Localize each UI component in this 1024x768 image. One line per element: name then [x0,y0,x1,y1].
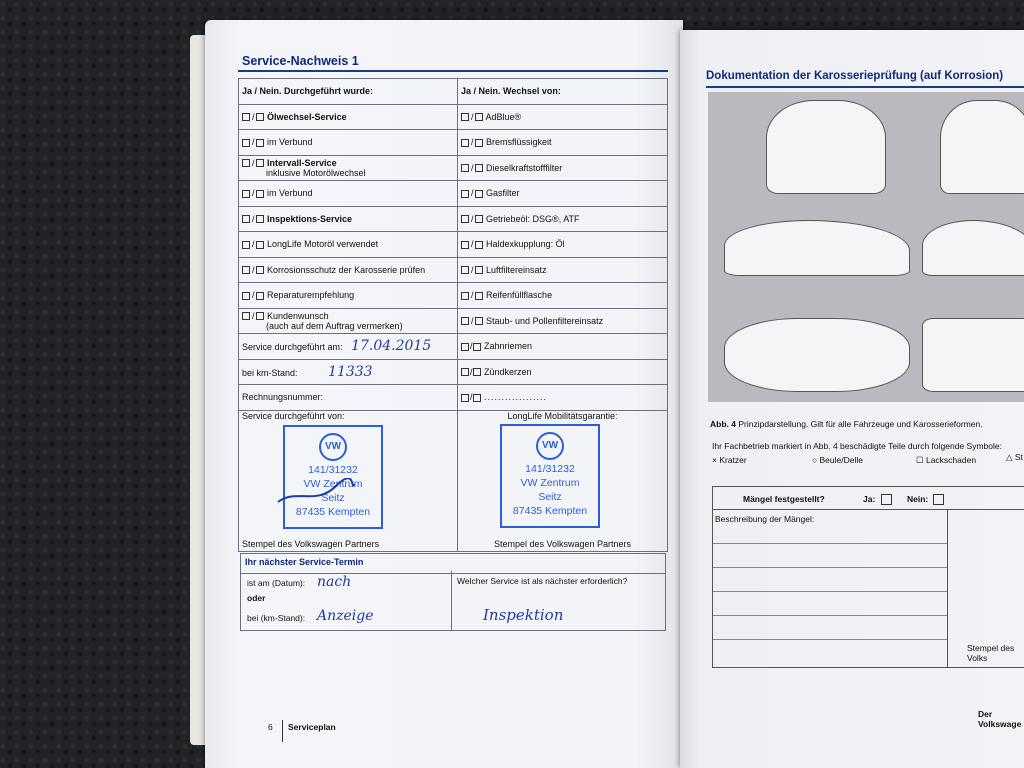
car-rear-view [766,100,886,194]
row-right-cell: / Bremsflüssigkeit [458,130,668,156]
yes-checkbox[interactable] [461,113,469,121]
no-checkbox[interactable] [475,139,483,147]
row-right-label: Gasfilter [486,188,520,199]
car-top-view [724,318,910,392]
row-right-cell: / Getriebeöl: DSG®, ATF [458,206,668,232]
defects-line [713,567,947,568]
stamp-left-line2: VW Zentrum [303,478,363,490]
next-date-label: ist am (Datum): [247,578,306,588]
right-stamp-caption: Stempel des Volks [967,643,1015,663]
figure-caption [710,419,983,429]
defects-ja-label: Ja: [863,494,876,504]
yes-checkbox[interactable] [242,292,250,300]
no-checkbox[interactable] [475,266,483,274]
no-checkbox[interactable] [475,215,483,223]
car-front-view [940,100,1024,194]
yes-checkbox[interactable] [242,312,250,320]
next-date-value: nach [317,574,352,590]
figure-label: Abb. 4 [710,419,736,429]
row-right-cell: / Dieselkraftstofffilter [458,155,668,181]
symbol-kratzer: × Kratzer [712,455,747,465]
next-service-box [240,553,666,631]
right-extra-2: / Zündkerzen [458,359,668,385]
next-service-value: Inspektion [483,606,564,624]
table-row [239,283,668,309]
row-left-cell: / im Verbund [239,181,458,207]
row-left-cell: / Ölwechsel-Service [239,104,458,130]
row-left-label: Kundenwunsch [267,310,329,321]
yes-checkbox[interactable] [461,164,469,172]
row-left-label: im Verbund [267,188,313,199]
row-right-cell: / Gasfilter [458,181,668,207]
vw-logo-icon: VW [536,432,564,460]
row-left-label: Intervall-Service [267,157,337,168]
no-checkbox[interactable] [256,241,264,249]
row-right-label: AdBlue® [485,111,522,122]
defects-line [713,543,947,544]
stamp-left-line1: 141/31232 [308,464,358,476]
stamp-caption-left: Stempel des Volkswagen Partners [242,538,380,549]
defects-question: Mängel festgestellt? [743,494,825,504]
symbol-steinschlag: △ St [1006,452,1023,462]
row-right-cell: / Haldexkupplung: Öl [458,232,668,258]
next-km-value: Anzeige [317,608,374,624]
stamp-left-line4: 87435 Kempten [295,506,371,518]
next-service-title: Ihr nächster Service-Termin [241,554,665,574]
no-checkbox[interactable] [475,113,483,121]
row-right-label: Getriebeöl: DSG®, ATF [486,213,580,224]
row-left-cell: / Kundenwunsch (auch auf dem Auftrag vermerken) [239,308,458,334]
defects-box [712,486,1024,668]
right-extra-2-label: Zündkerzen [484,366,532,377]
no-checkbox[interactable] [256,292,264,300]
table-row [239,130,668,156]
no-checkbox[interactable] [475,317,483,325]
car-side-view-left [724,220,910,276]
yes-checkbox[interactable] [242,241,250,249]
yes-checkbox[interactable] [242,113,250,121]
vw-logo-icon: VW [319,433,347,461]
km-cell [239,359,458,385]
right-title-underline [706,86,1024,88]
symbol-beule: ○ Beule/Delle [812,455,863,465]
row-left-cell: / Reparaturempfehlung [239,283,458,309]
table-row [239,104,668,130]
table-row [239,181,668,207]
left-page-title: Service-Nachweis 1 [242,54,359,68]
row-right-label: Haldexkupplung: Öl [486,239,565,250]
row-right-label: Dieselkraftstofffilter [486,162,563,173]
yes-checkbox[interactable] [461,241,469,249]
yes-checkbox[interactable] [461,139,469,147]
row-right-label: Bremsflüssigkeit [486,137,552,148]
yes-checkbox[interactable] [242,139,250,147]
defects-line [713,639,947,640]
row-left-label: Ölwechsel-Service [267,111,347,122]
stamp-right-line1: 141/31232 [525,463,575,475]
no-checkbox[interactable] [475,241,483,249]
yes-checkbox[interactable] [461,215,469,223]
no-checkbox[interactable] [256,159,264,167]
yes-checkbox[interactable] [242,266,250,274]
defects-description-label: Beschreibung der Mängel: [715,514,815,524]
no-checkbox[interactable] [475,164,483,172]
service-by-label: Service durchgeführt von: [242,410,345,421]
yes-checkbox[interactable] [461,266,469,274]
stamp-right-line3: Seitz [538,491,562,503]
row-left-sublabel: (auch auf dem Auftrag vermerken) [266,320,403,331]
footer-page-number: 6 [268,722,273,732]
symbol-lackschaden: ☐ Lackschaden [916,455,977,465]
right-extra-3: / .................. [458,385,668,411]
footer-divider [282,720,283,742]
km-value: 11333 [328,363,373,380]
service-date-label: Service durchgeführt am: [242,342,343,353]
invoice-cell [239,385,458,411]
row-left-cell: / Korrosionsschutz der Karosserie prüfen [239,257,458,283]
row-right-cell: / Luftfiltereinsatz [458,257,668,283]
right-page-title: Dokumentation der Karosserieprüfung (auf Korrosion) [706,70,1004,82]
row-left-cell: / Inspektions-Service [239,206,458,232]
stamp-right-line2: VW Zentrum [520,477,580,489]
row-right-cell: / Reifenfüllflasche [458,283,668,309]
car-diagram-panel [708,92,1024,402]
right-extra-1-label: Zahnriemen [484,341,533,352]
dealer-stamp-right [500,424,600,528]
row-left-cell: / Intervall-Service inklusive Motorölwechsel [239,155,458,181]
col-right-header: Ja / Nein. Wechsel von: [458,79,668,105]
defects-nein-label: Nein: [907,494,929,504]
footer-label: Serviceplan [288,722,336,732]
right-extra-1: / Zahnriemen [458,334,668,360]
row-right-label: Staub- und Pollenfiltereinsatz [486,315,604,326]
table-row [239,232,668,258]
table-row [239,308,668,334]
defects-line [713,591,947,592]
table-row [239,155,668,181]
yes-checkbox[interactable] [461,292,469,300]
yes-checkbox[interactable] [242,215,250,223]
defects-line [713,615,947,616]
km-label: bei km-Stand: [242,367,298,378]
yes-checkbox[interactable] [461,317,469,325]
row-left-label: Reparaturempfehlung [267,290,355,301]
row-right-cell: / AdBlue® [458,104,668,130]
signature-scribble [276,478,356,508]
service-date-value: 17.04.2015 [351,338,432,355]
or-label: oder [247,593,266,603]
title-underline [238,70,668,72]
row-left-label: Inspektions-Service [267,213,353,224]
defects-divider [947,509,948,667]
col-left-header: Ja / Nein. Durchgeführt wurde: [239,79,458,105]
service-date-cell [239,334,458,360]
no-checkbox[interactable] [256,215,264,223]
stamp-left-line3: Seitz [321,492,345,504]
no-checkbox[interactable] [256,190,264,198]
defects-nein-checkbox[interactable] [933,494,944,505]
next-service-divider [451,571,452,630]
no-checkbox[interactable] [475,292,483,300]
row-left-sublabel: inklusive Motorölwechsel [266,167,366,178]
right-footer: Der Volkswage [978,709,1022,729]
no-checkbox[interactable] [475,190,483,198]
row-right-cell: / Staub- und Pollenfiltereinsatz [458,308,668,334]
no-checkbox[interactable] [256,266,264,274]
next-km-label: bei (km-Stand): [247,613,306,623]
row-left-label: Korrosionsschutz der Karosserie prüfen [267,264,426,275]
no-checkbox[interactable] [256,139,264,147]
yes-checkbox[interactable] [242,159,250,167]
no-checkbox[interactable] [256,113,264,121]
invoice-label: Rechnungsnummer: [242,392,324,403]
car-side-view-right [922,220,1024,276]
row-left-cell: / LongLife Motoröl verwendet [239,232,458,258]
row-right-label: Reifenfüllflasche [486,290,553,301]
defects-ja-checkbox[interactable] [881,494,892,505]
row-right-label: Luftfiltereinsatz [486,264,547,275]
longlife-label: LongLife Mobilitätsgarantie: [507,410,618,421]
stamp-right-line4: 87435 Kempten [512,505,588,517]
marking-text: Ihr Fachbetrieb markiert in Abb. 4 beschädigte Teile durch folgende Symbole: [712,441,1002,451]
row-left-label: LongLife Motoröl verwendet [267,239,379,250]
dealer-stamp-left [283,425,383,529]
table-row [239,206,668,232]
row-left-cell: / im Verbund [239,130,458,156]
table-row [239,257,668,283]
figure-caption-text: Prinzipdarstellung. Gilt für alle Fahrzeuge und Karosserieformen. [738,419,983,429]
car-underbody-view [922,318,1024,392]
stamp-caption-right: Stempel des Volkswagen Partners [493,538,632,549]
next-service-question: Welcher Service ist als nächster erforderlich? [457,576,628,586]
yes-checkbox[interactable] [242,190,250,198]
yes-checkbox[interactable] [461,190,469,198]
row-left-label: im Verbund [267,137,313,148]
no-checkbox[interactable] [256,312,264,320]
